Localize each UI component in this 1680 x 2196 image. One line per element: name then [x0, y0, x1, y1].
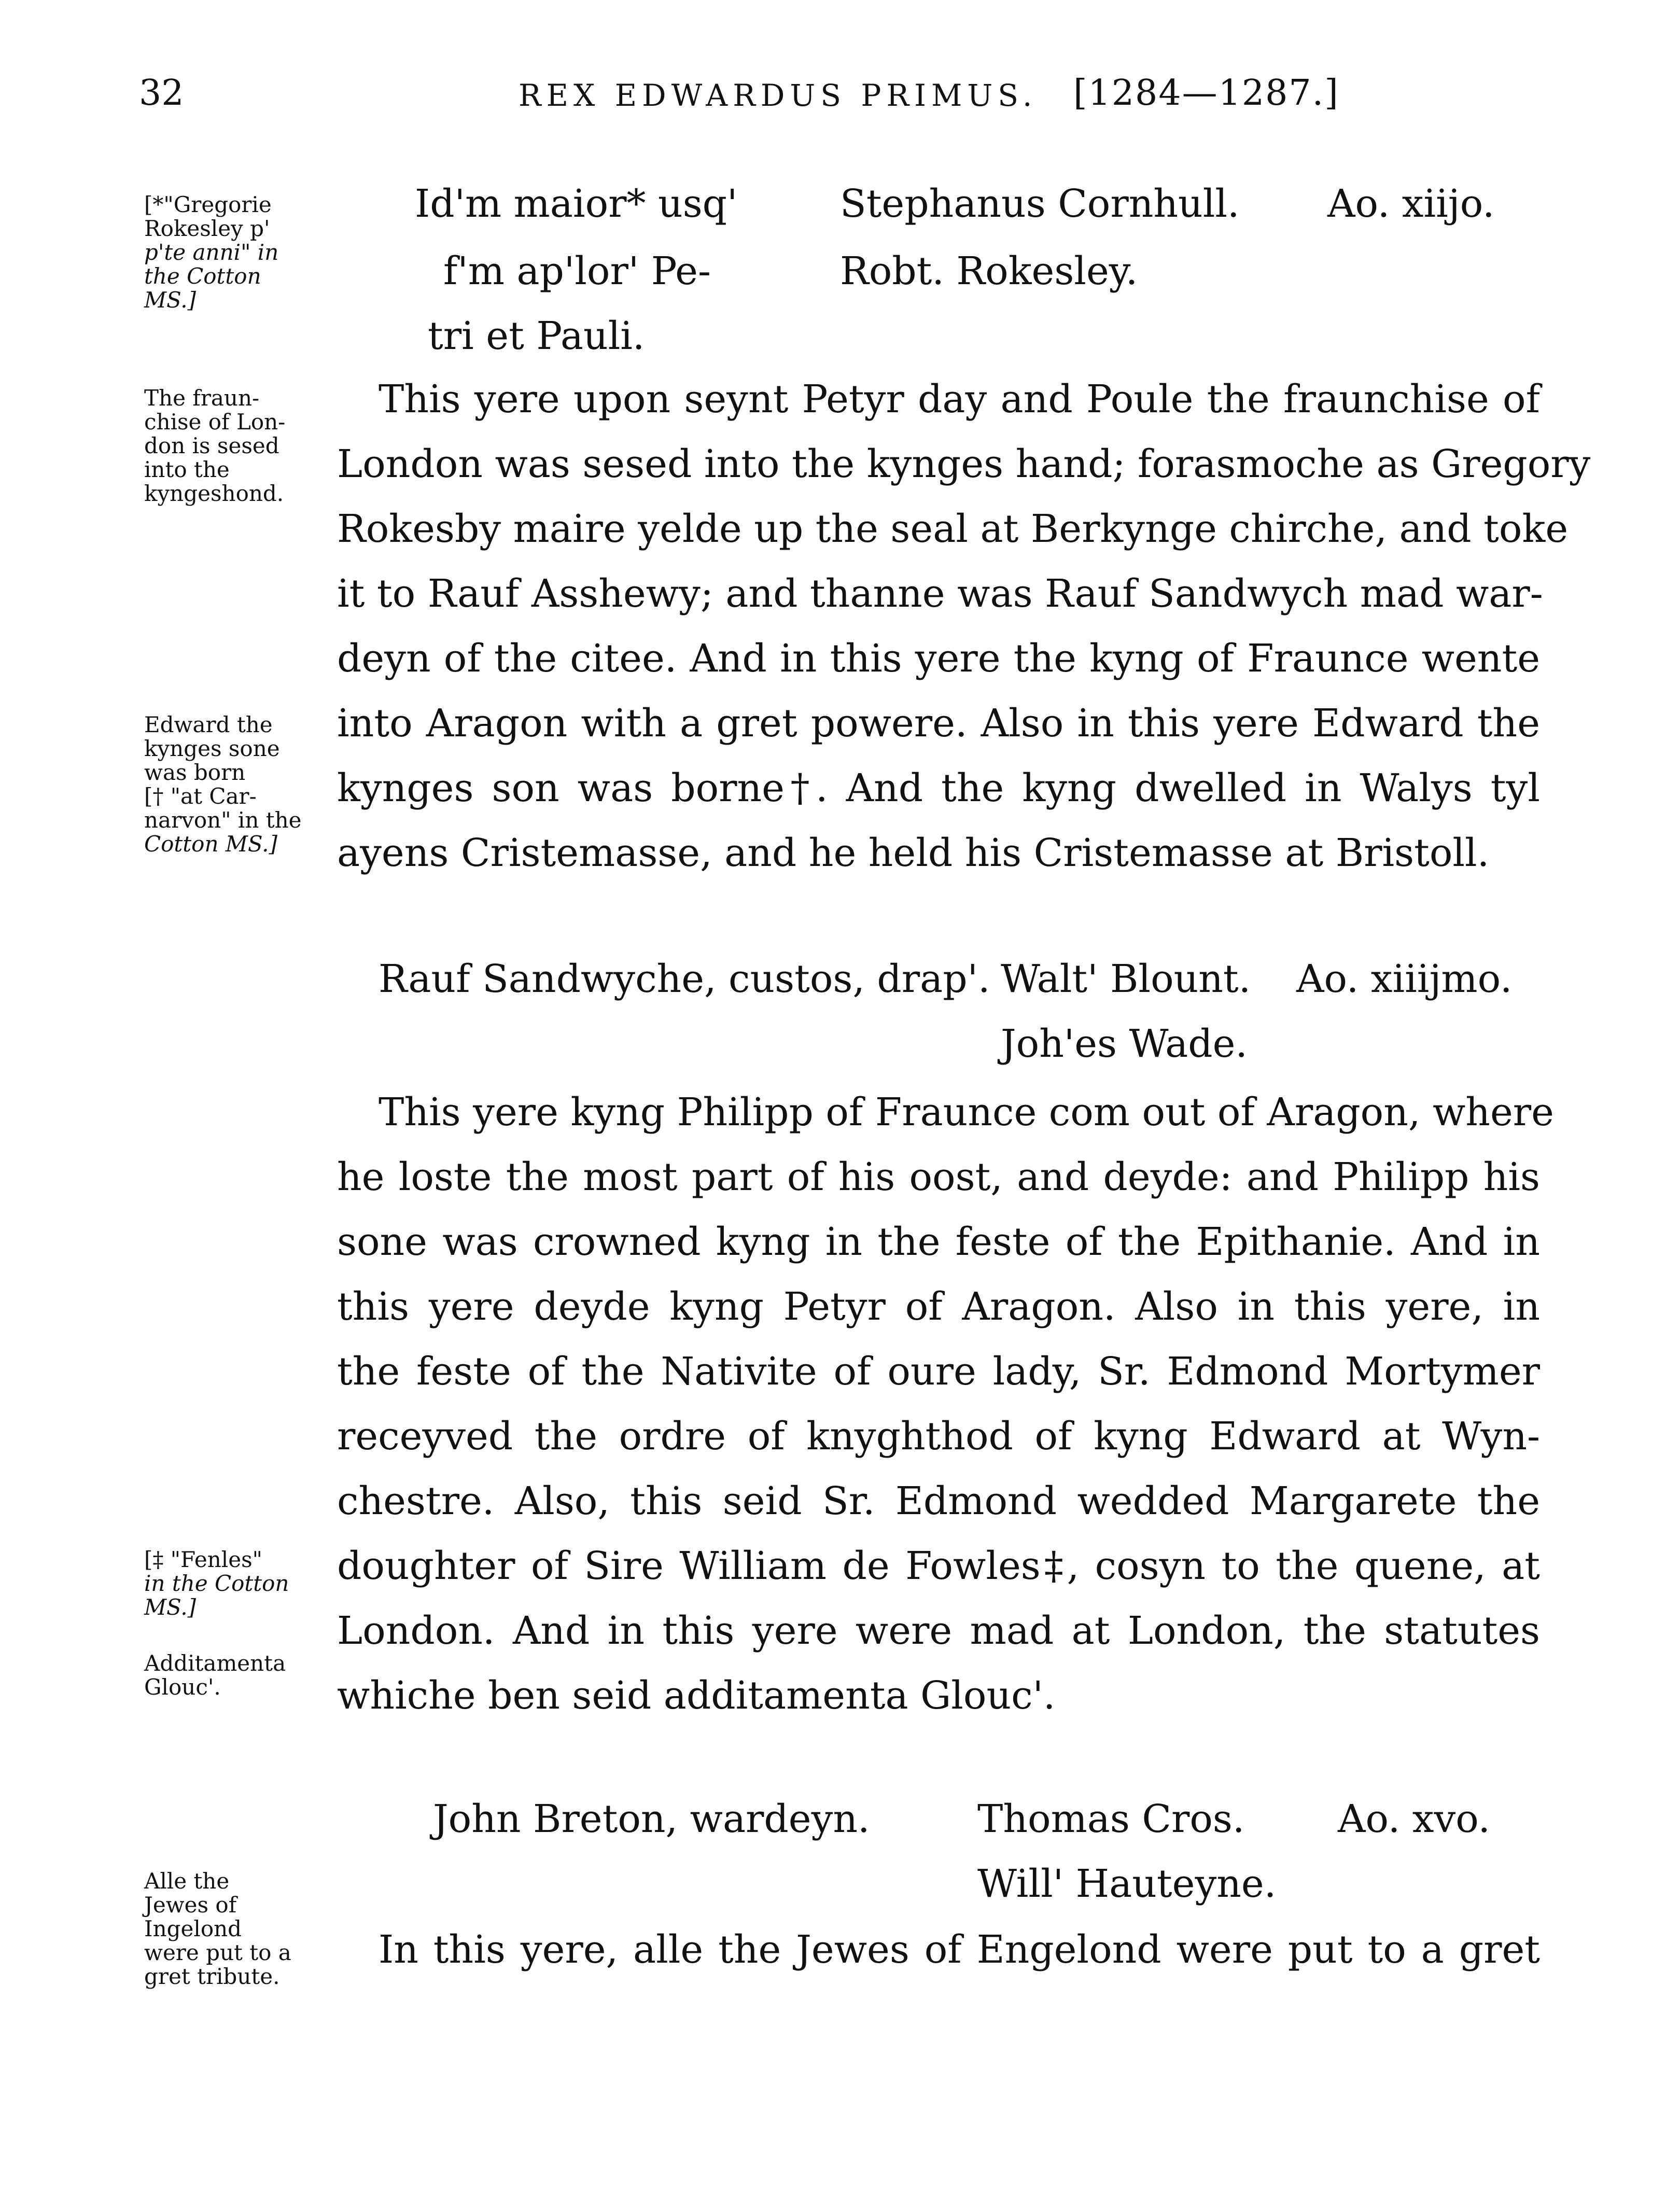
sheriff-name: Joh'es Wade. [1001, 1022, 1248, 1066]
mayor-line: John Breton, wardeyn. [433, 1797, 870, 1841]
text-line: In this yere, alle the Jewes of Engelond were put to a gret [379, 1927, 1540, 1972]
side-note-line: MS.] [144, 1594, 197, 1620]
side-note-line: Jewes of [144, 1892, 237, 1918]
side-note-line: Ingelond [144, 1916, 242, 1941]
side-note-jewes [144, 1869, 331, 1989]
side-note-line: [‡ "Fenles" [144, 1547, 262, 1572]
regnal-year: Ao. xiiijmo. [1296, 957, 1513, 1001]
text-line: this yere deyde kyng Petyr of Aragon. Also in this yere, in [337, 1284, 1540, 1329]
running-year-range: [1284—1287.] [1073, 73, 1339, 114]
text-line: Rokesby maire yelde up the seal at Berkynge chirche, and toke [337, 507, 1569, 551]
side-note-line: kynges sone [144, 736, 280, 761]
side-note-line: Rokesley p' [144, 216, 270, 241]
side-note-line: the Cotton [144, 263, 261, 289]
side-note-line: Edward the [144, 712, 273, 737]
mayor-line: Rauf Sandwyche, custos, drap'. [379, 957, 990, 1001]
sheriff-name: Walt' Blount. [1001, 957, 1251, 1001]
side-note-additamenta [144, 1652, 331, 1699]
text-line: London was sesed into the kynges hand; forasmoche as Gregory [337, 442, 1591, 486]
side-note-line: narvon" in the [144, 807, 302, 833]
text-line: This yere kyng Philipp of Fraunce com out of Aragon, where [379, 1090, 1554, 1135]
regnal-year: Ao. xiijo. [1327, 181, 1495, 226]
side-note-fraunchise [144, 386, 331, 506]
text-line: sone was crowned kyng in the feste of the Epithanie. And in [337, 1220, 1540, 1264]
side-note-line: MS.] [144, 287, 197, 313]
sheriff-name: Stephanus Cornhull. [840, 181, 1240, 226]
side-note-line: [† "at Car- [144, 784, 257, 809]
text-line: doughter of Sire William de Fowles‡, cosyn to the quene, at [337, 1544, 1540, 1588]
side-note-line: The fraun- [144, 385, 260, 411]
text-line: deyn of the citee. And in this yere the kyng of Fraunce wente [337, 636, 1540, 681]
sheriff-name: Will' Hauteyne. [977, 1862, 1277, 1906]
running-title: REX EDWARDUS PRIMUS. [519, 78, 1038, 113]
side-note-line: in the Cotton [144, 1571, 289, 1596]
mayor-line: tri et Pauli. [428, 314, 645, 358]
side-note-gregorie [144, 193, 331, 312]
side-note-line: gret tribute. [144, 1964, 280, 1989]
side-note-line: Glouc'. [144, 1674, 221, 1700]
side-note-line: kyngeshond. [144, 481, 284, 506]
side-note-line: p'te anni" in [144, 240, 279, 265]
sheriff-name: Robt. Rokesley. [840, 249, 1138, 293]
text-line: ayens Cristemasse, and he held his Cristemasse at Bristoll. [337, 831, 1490, 875]
text-line: the feste of the Nativite of oure lady, Sr. Edmond Mortymer [337, 1349, 1540, 1394]
regnal-year: Ao. xvo. [1338, 1797, 1491, 1841]
side-note-line: Alle the [144, 1868, 230, 1894]
text-line: chestre. Also, this seid Sr. Edmond wedded Margarete the [337, 1479, 1540, 1523]
side-note-line: Additamenta [144, 1651, 286, 1676]
text-line: kynges son was borne†. And the kyng dwelled in Walys tyl [337, 766, 1540, 810]
side-note-line: was born [144, 760, 246, 785]
text-line: London. And in this yere were mad at London, the statutes [337, 1608, 1540, 1653]
side-note-line: don is sesed [144, 433, 279, 458]
text-line: he loste the most part of his oost, and deyde: and Philipp his [337, 1155, 1540, 1199]
mayor-line: Id'm maior* usq' [415, 181, 738, 226]
side-note-fenles [144, 1548, 331, 1619]
side-note-line: were put to a [144, 1940, 291, 1965]
side-note-edward-born [144, 713, 331, 856]
page-number: 32 [139, 73, 184, 114]
side-note-line: Cotton MS.] [144, 831, 277, 857]
side-note-line: chise of Lon- [144, 409, 286, 435]
side-note-line: into the [144, 457, 230, 482]
mayor-line: f'm ap'lor' Pe- [443, 249, 711, 293]
sheriff-name: Thomas Cros. [977, 1797, 1245, 1841]
text-line: receyved the ordre of knyghthod of kyng Edward at Wyn- [337, 1414, 1540, 1459]
text-line: whiche ben seid additamenta Glouc'. [337, 1673, 1056, 1718]
text-line: This yere upon seynt Petyr day and Poule the fraunchise of [379, 377, 1540, 422]
text-line: into Aragon with a gret powere. Also in this yere Edward the [337, 701, 1540, 746]
side-note-line: [*"Gregorie [144, 192, 272, 217]
text-line: it to Rauf Asshewy; and thanne was Rauf Sandwych mad war- [337, 571, 1543, 616]
